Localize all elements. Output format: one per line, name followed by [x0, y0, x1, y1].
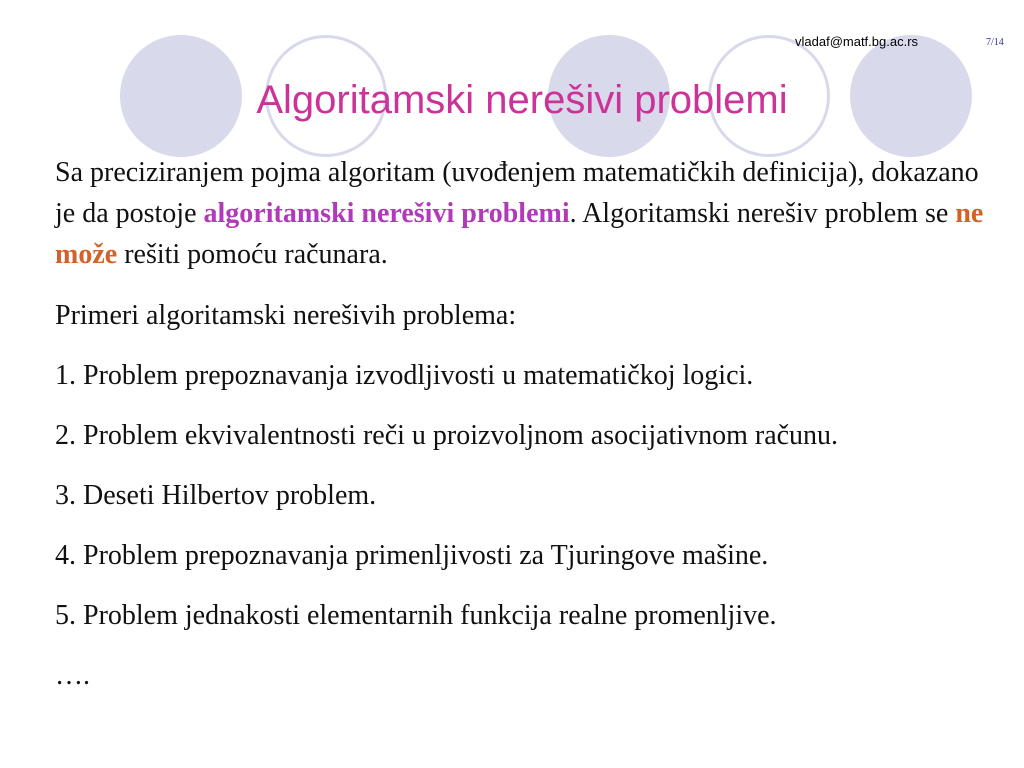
- author-email: vladaf@matf.bg.ac.rs: [795, 34, 919, 49]
- list-item-4: 4. Problem prepoznavanja primenljivosti za Tjuringove mašine.: [55, 540, 769, 571]
- list-heading: Primeri algoritamski nerešivih problema:: [55, 300, 517, 331]
- intro-paragraph: [55, 152, 995, 275]
- intro-text-2: . Algoritamski nerešiv problem se: [569, 198, 956, 229]
- list-item-5: 5. Problem jednakosti elementarnih funkcija realne promenljive.: [55, 600, 777, 631]
- list-item-3: 3. Deseti Hilbertov problem.: [55, 480, 377, 511]
- slide-title: Algoritamski nerešivi problemi: [256, 78, 788, 122]
- slide-body: [55, 152, 995, 715]
- page-number: 7/14: [986, 37, 1004, 48]
- highlight-cannot: ne može: [55, 198, 984, 270]
- list-item-1: 1. Problem prepoznavanja izvodljivosti u matematičkoj logici.: [55, 360, 754, 391]
- list-ellipsis: ….: [55, 660, 90, 691]
- intro-text-3: rešiti pomoću računara.: [117, 239, 388, 270]
- highlight-unsolvable-problems: algoritamski nerešivi problemi: [203, 198, 570, 229]
- list-item-2: 2. Problem ekvivalentnosti reči u proizvoljnom asocijativnom računu.: [55, 420, 839, 451]
- intro-text-1: Sa preciziranjem pojma algoritam (uvođenjem matematičkih definicija), dokazano je da postoje: [55, 157, 979, 229]
